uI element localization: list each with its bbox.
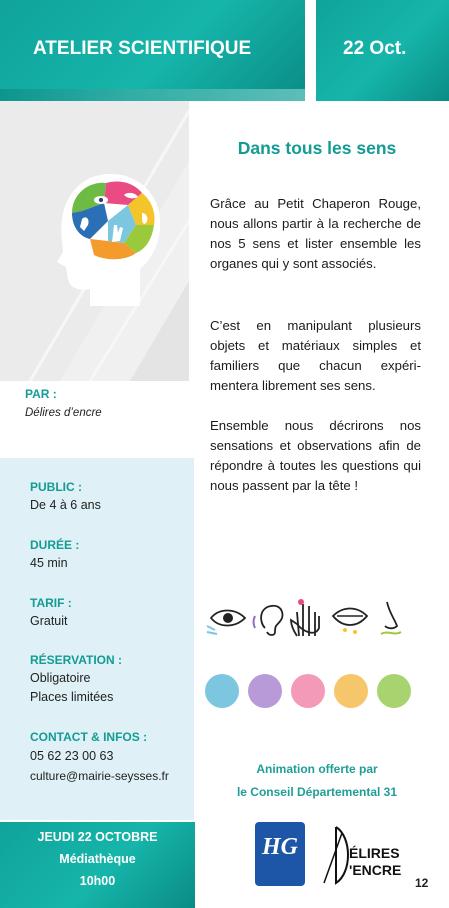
event-day: JEUDI 22 OCTOBRE xyxy=(37,830,158,844)
eye-circle-icon xyxy=(205,674,239,708)
tarif-value: Gratuit xyxy=(30,614,68,628)
paragraph-2: C’est en manipulant plusieurs objets et matériaux simples et familiers que chacun expéri-mentera librement ses sens. xyxy=(210,318,421,393)
contact-email[interactable]: culture@mairie-seysses.fr xyxy=(30,769,169,783)
main-title: Dans tous les sens xyxy=(237,138,397,158)
ear-icon xyxy=(254,606,283,635)
reservation-value-1: Obligatoire xyxy=(30,671,91,685)
event-box xyxy=(0,822,195,908)
nose-icon xyxy=(381,602,401,634)
event-time: 10h00 xyxy=(79,874,116,888)
duree-value: 45 min xyxy=(30,556,68,570)
offer-line-2: le Conseil Départemental 31 xyxy=(236,785,398,799)
hg-logo xyxy=(255,822,305,886)
senses-line-icons xyxy=(205,598,415,643)
ear-circle-icon xyxy=(248,674,282,708)
reservation-label: RÉSERVATION : xyxy=(30,653,123,667)
illustration-panel xyxy=(0,101,189,381)
hand-icon xyxy=(291,599,319,636)
eye-icon xyxy=(207,611,245,635)
offer-line-1: Animation offerte par xyxy=(256,762,378,776)
public-value: De 4 à 6 ans xyxy=(30,498,101,512)
public-label: PUBLIC : xyxy=(30,480,82,494)
delires-logo-line-2: 'ENCRE xyxy=(349,862,402,878)
hand-circle-icon xyxy=(291,674,325,708)
header-date: 22 Oct. xyxy=(343,38,407,59)
delires-encre-logo-mark xyxy=(322,825,352,885)
header-title-box xyxy=(0,0,305,101)
header-stripe xyxy=(0,89,305,101)
duree-label: DURÉE : xyxy=(30,538,80,552)
event-place: Médiathèque xyxy=(59,852,136,866)
hg-logo-text: HG xyxy=(262,834,298,860)
senses-circle-icons xyxy=(205,674,415,710)
header-title: ATELIER SCIENTIFIQUE xyxy=(33,38,252,59)
page-number: 12 xyxy=(415,876,429,890)
header-date-box xyxy=(316,0,449,101)
contact-phone[interactable]: 05 62 23 00 63 xyxy=(30,749,114,763)
par-label: PAR : xyxy=(25,387,57,401)
par-value: Délires d’encre xyxy=(25,407,102,419)
paragraph-1: Grâce au Petit Chaperon Rouge, nous allons partir à la recherche de nos 5 sens et lister ensemble les organes qui y sont associés. xyxy=(210,196,421,271)
paragraph-3: Ensemble nous décrirons nos sensations et observations afin de répondre à toutes les questions qui nous passent par la tête ! xyxy=(210,418,421,493)
contact-label: CONTACT & INFOS : xyxy=(30,730,148,744)
nose-circle-icon xyxy=(377,674,411,708)
reservation-value-2: Places limitées xyxy=(30,690,114,704)
mouth-icon xyxy=(333,609,367,635)
tarif-label: TARIF : xyxy=(30,596,72,610)
delires-logo-line-1: ÉLIRES xyxy=(349,845,400,861)
brain-head-icon xyxy=(0,101,189,381)
mouth-circle-icon xyxy=(334,674,368,708)
